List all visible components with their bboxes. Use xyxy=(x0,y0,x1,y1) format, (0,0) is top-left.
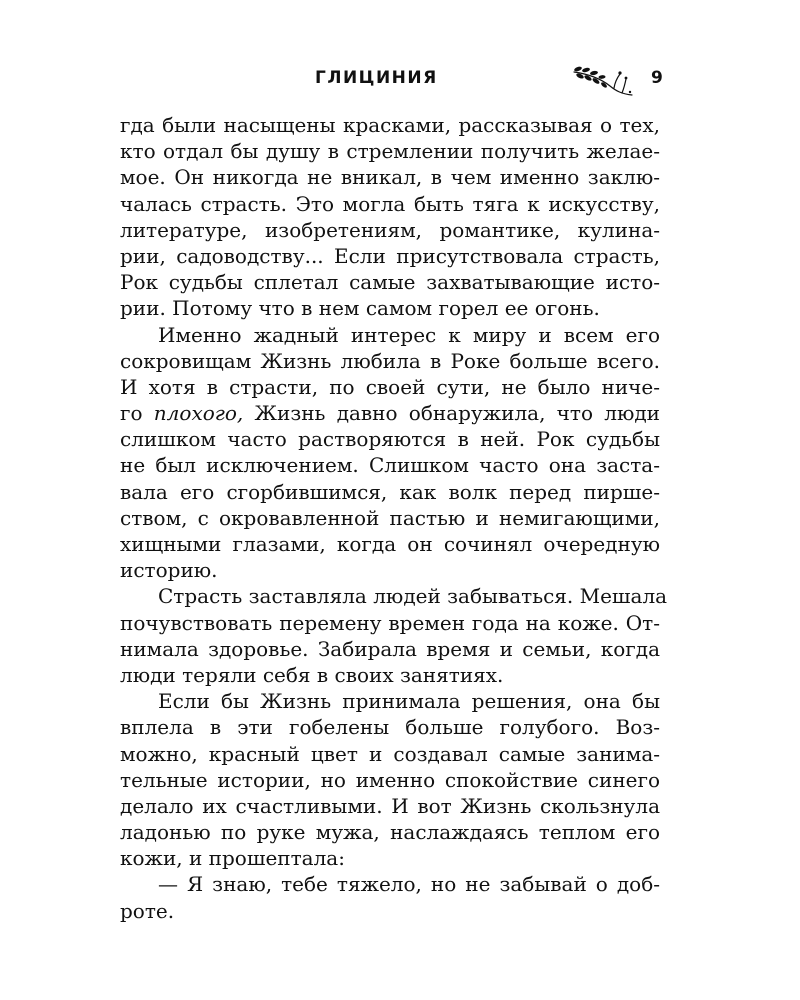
text-line: рии, садоводству... Если присутствовала страсть, xyxy=(120,243,660,268)
text-line: вала его сгорбившимся, как волк перед пирше- xyxy=(120,479,660,504)
text-line: рии. Потому что в нем самом горел ее огонь. xyxy=(120,296,600,321)
wisteria-sprig-icon xyxy=(570,64,636,98)
page-number: 9 xyxy=(651,68,663,88)
text-line: Если бы Жизнь принимала решения, она бы xyxy=(158,689,660,714)
text-line: Страсть заставляла людей забываться. Мешала xyxy=(158,584,668,609)
text-line-mixed xyxy=(120,400,660,426)
text-line: слишком часто растворяются в ней. Рок судьбы xyxy=(120,427,660,452)
text-line: историю. xyxy=(120,558,218,583)
text-line: И хотя в страсти, по своей сути, не было ниче- xyxy=(120,374,660,399)
text-line: — Я знаю, тебе тяжело, но не забывай о доб- xyxy=(158,872,660,897)
text-line: мое. Он никогда не вникал, в чем именно заклю- xyxy=(120,165,660,190)
text-line: ством, с окровавленной пастью и немигающими, xyxy=(120,505,660,530)
text-line: гда были насыщены красками, рассказывая о тех, xyxy=(120,113,660,137)
text-line: тельные истории, но именно спокойствие синего xyxy=(120,767,660,792)
text-line: люди теряли себя в своих занятиях. xyxy=(120,662,504,687)
text-line: почувствовать перемену времен года на коже. От- xyxy=(120,610,660,635)
body-text xyxy=(120,112,668,924)
text-line: нимала здоровье. Забирала время и семьи, когда xyxy=(120,636,660,661)
text-line: не был исключением. Слишком часто она заста- xyxy=(120,453,660,478)
text-line: Именно жадный интерес к миру и всем его xyxy=(158,322,660,347)
text-line: Рок судьбы сплетал самые захватывающие исто- xyxy=(120,270,660,295)
text-run: го xyxy=(120,401,143,426)
text-line: литературе, изобретениям, романтике, кулина- xyxy=(120,217,660,242)
text-line: ладонью по руке мужа, наслаждаясь теплом его xyxy=(120,820,660,845)
text-line: роте. xyxy=(120,898,175,923)
text-line: чалась страсть. Это могла быть тяга к искусству, xyxy=(120,191,660,216)
text-line: кожи, и прошептала: xyxy=(120,846,345,871)
text-line: кто отдал бы душу в стремлении получить желае- xyxy=(120,139,660,164)
italic-run: плохого, xyxy=(153,401,244,426)
text-run: Жизнь давно обнаружила, что люди xyxy=(254,401,661,426)
text-line: хищными глазами, когда он сочинял очередную xyxy=(120,532,660,556)
chapter-title: ГЛИЦИНИЯ xyxy=(315,68,438,88)
text-line: вплела в эти гобелены больше голубого. Воз- xyxy=(120,715,660,740)
text-line: делало их счастливыми. И вот Жизнь скользнула xyxy=(120,793,660,818)
running-head xyxy=(120,64,663,100)
text-line: можно, красный цвет и создавал самые занима- xyxy=(120,741,660,766)
text-line: сокровищам Жизнь любила в Роке больше всего. xyxy=(120,348,660,373)
